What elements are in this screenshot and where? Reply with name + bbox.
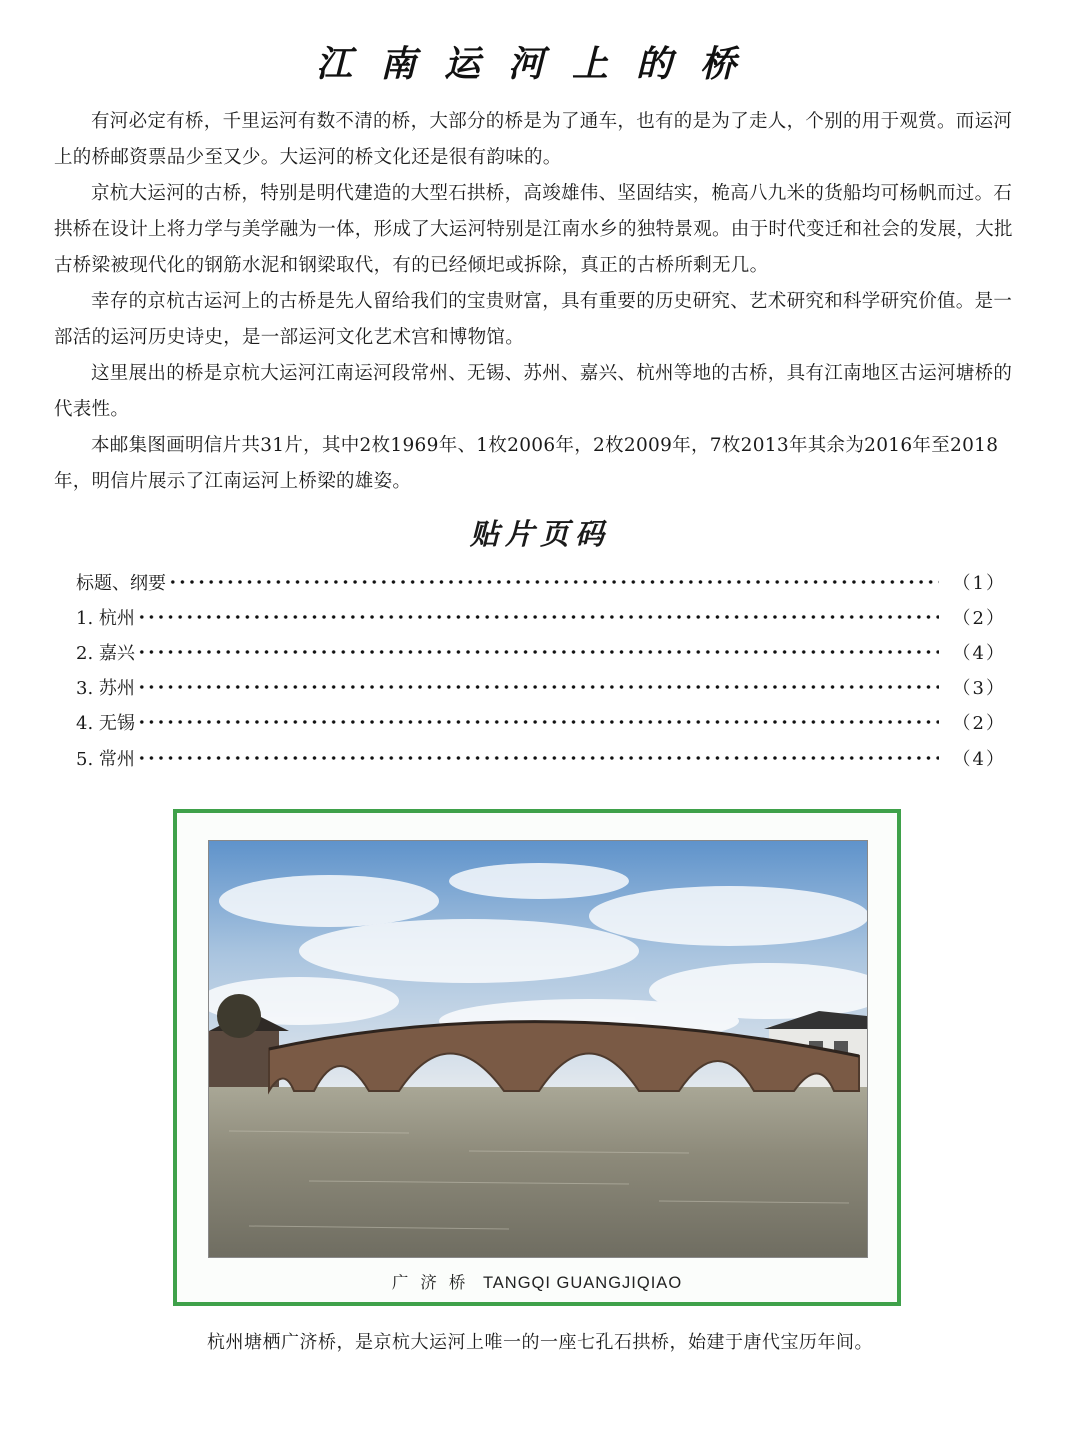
photo-description: 杭州塘栖广济桥，是京杭大运河上唯一的一座七孔石拱桥，始建于唐代宝历年间。 [207, 1332, 873, 1353]
toc-row [76, 705, 1006, 740]
toc-row [76, 564, 1006, 599]
intro-text [54, 104, 1029, 500]
water [209, 1087, 867, 1257]
caption-english: TANGQI GUANGJIQIAO [482, 1274, 683, 1292]
bridge-photo [208, 840, 868, 1258]
toc-leader-dots [168, 579, 939, 585]
intro-paragraph-4: 这里展出的桥是京杭大运河江南运河段常州、无锡、苏州、嘉兴、杭州等地的古桥，具有江南地区古运河塘桥的代表性。 [54, 363, 1013, 420]
intro-paragraph-2: 京杭大运河的古桥，特别是明代建造的大型石拱桥，高竣雄伟、坚固结实，桅高八九米的货船均可杨帆而过。石拱桥在设计上将力学与美学融为一体，形成了大运河特别是江南水乡的独特景观。由于时代变迁和社会的发展，大批古桥梁被现代化的钢筋水泥和钢梁取代，有的已经倾圯或拆除，真正的古桥所剩无几。 [54, 183, 1013, 276]
toc-page-number: （3） [952, 678, 1006, 700]
toc-page-number: （1） [952, 572, 1006, 594]
postcard-caption [177, 1269, 897, 1293]
postcard [173, 809, 901, 1306]
toc-label: 1. 杭州 [76, 607, 135, 629]
toc-page-number: （2） [952, 607, 1006, 629]
toc-leader-dots [137, 614, 939, 620]
toc-page-number: （4） [952, 642, 1006, 664]
intro-paragraph-1: 有河必定有桥，千里运河有数不清的桥，大部分的桥是为了通车，也有的是为了走人，个别的用于观赏。而运河上的桥邮资票品少至又少。大运河的桥文化还是很有韵味的。 [54, 111, 1013, 168]
intro-paragraph-5: 本邮集图画明信片共31片，其中2枚1969年、1枚2006年，2枚2009年，7枚2013年其余为2016年至2018年，明信片展示了江南运河上桥梁的雄姿。 [54, 435, 999, 492]
toc-page-number: （4） [952, 748, 1006, 770]
toc-leader-dots [137, 684, 939, 690]
toc-leader-dots [137, 649, 939, 655]
toc-leader-dots [137, 719, 939, 725]
toc-row [76, 634, 1006, 669]
toc-label: 4. 无锡 [76, 713, 135, 735]
toc-row [76, 670, 1006, 705]
toc-label: 2. 嘉兴 [76, 642, 135, 664]
table-of-contents [76, 564, 1006, 775]
intro-paragraph-3: 幸存的京杭古运河上的古桥是先人留给我们的宝贵财富，具有重要的历史研究、艺术研究和科学研究价值。是一部活的运河历史诗史，是一部运河文化艺术宫和博物馆。 [54, 291, 1013, 348]
toc-heading: 贴片页码 [469, 517, 610, 551]
page-title: 江南运河上的桥 [315, 44, 764, 85]
toc-row [76, 740, 1006, 775]
toc-label: 5. 常州 [76, 748, 135, 770]
toc-page-number: （2） [952, 713, 1006, 735]
toc-leader-dots [137, 755, 939, 761]
caption-chinese: 广济桥 [391, 1274, 478, 1292]
toc-label: 3. 苏州 [76, 678, 135, 700]
toc-row [76, 599, 1006, 634]
toc-label: 标题、纲要 [76, 572, 166, 594]
